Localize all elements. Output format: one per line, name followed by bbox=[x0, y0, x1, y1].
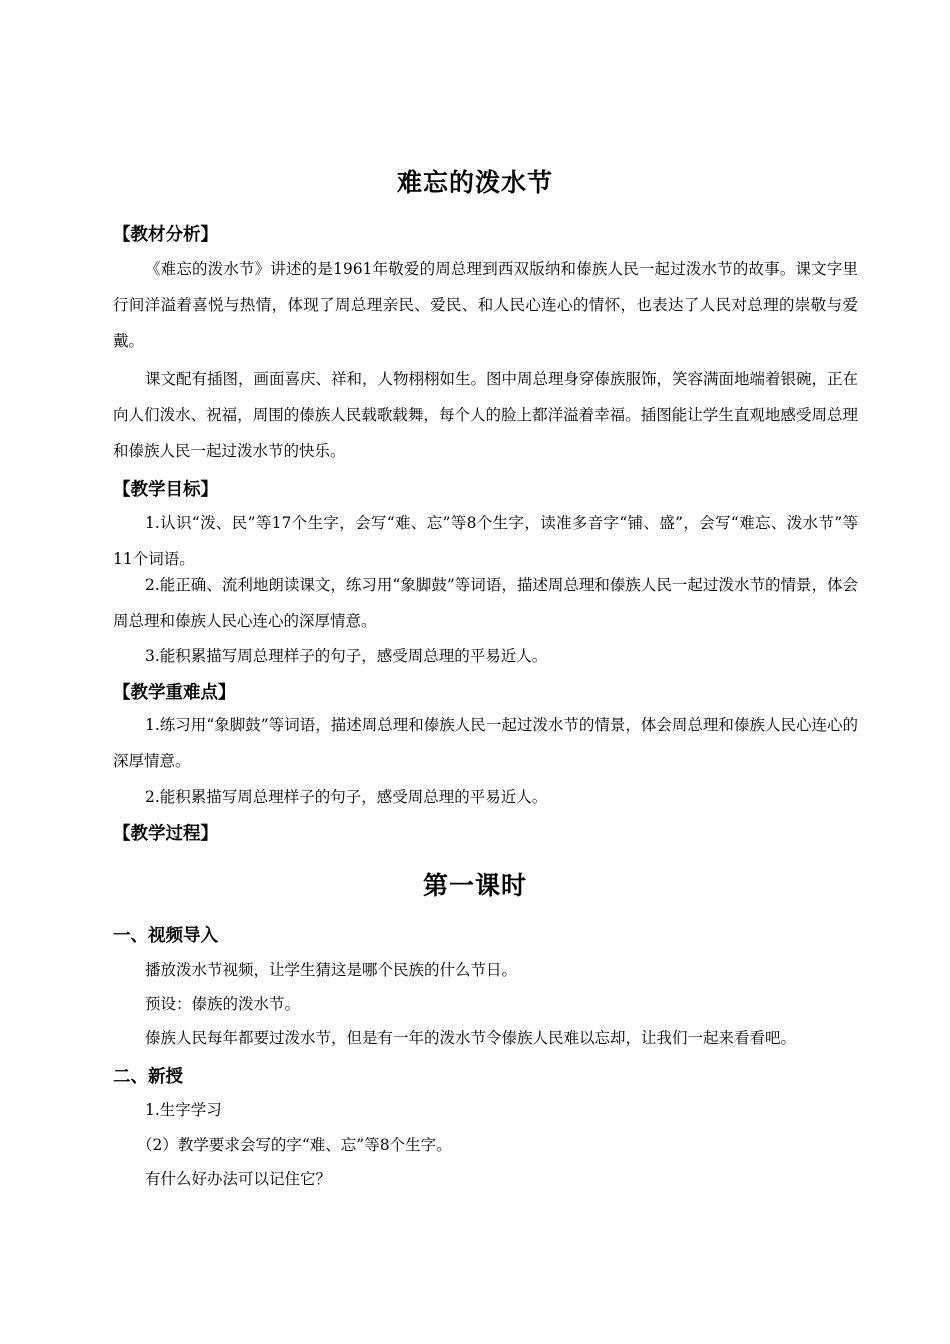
key-point-item-2: 2.能积累描写周总理样子的句子，感受周总理的平易近人。 bbox=[145, 788, 548, 806]
material-paragraph-1: 《难忘的泼水节》讲述的是1961年敬爱的周总理到西双版纳和傣族人民一起过泼水节的故事。课文字里行间洋溢着喜悦与热情，体现了周总理亲民、爱民、和人民心连心的情怀，也表达了人民对总理的崇敬与爱戴。 bbox=[113, 260, 858, 350]
goal-item-1: 1.认识“泼、民”等17个生字，会写“难、忘”等8个生字，读准多音字“铺、盛”，会写“难忘、泼水节”等11个词语。 bbox=[113, 514, 858, 568]
section-heading-key-points: 【教学重难点】 bbox=[113, 683, 236, 703]
key-point-item-1: 1.练习用“象脚鼓”等词语，描述周总理和傣族人民一起过泼水节的情景，体会周总理和傣族人民心连心的深厚情意。 bbox=[113, 716, 858, 770]
material-paragraph-2: 课文配有插图，画面喜庆、祥和，人物栩栩如生。图中周总理身穿傣族服饰，笑容满面地端着银碗，正在向人们泼水、祝福，周围的傣族人民载歌载舞，每个人的脸上都洋溢着幸福。插图能让学生直观地感受周总理和傣族人民一起过泼水节的快乐。 bbox=[113, 370, 859, 460]
section-heading-teaching-goals: 【教学目标】 bbox=[113, 480, 218, 500]
part2-line-3: 有什么好办法可以记住它？ bbox=[145, 1170, 332, 1188]
section-heading-material-analysis: 【教材分析】 bbox=[113, 225, 218, 245]
part1-heading: 一、视频导入 bbox=[113, 926, 218, 946]
lesson-title: 第一课时 bbox=[422, 871, 527, 900]
part2-line-2: （2）教学要求会写的字“难、忘”等8个生字。 bbox=[137, 1136, 452, 1154]
part2-line-1: 1.生字学习 bbox=[145, 1101, 222, 1119]
section-heading-teaching-process: 【教学过程】 bbox=[113, 824, 218, 844]
part1-line-1: 播放泼水节视频，让学生猜这是哪个民族的什么节日。 bbox=[145, 961, 518, 979]
goal-item-3: 3.能积累描写周总理样子的句子，感受周总理的平易近人。 bbox=[145, 647, 548, 665]
part2-heading: 二、新授 bbox=[113, 1067, 183, 1087]
document-title: 难忘的泼水节 bbox=[396, 168, 553, 197]
goal-item-2: 2.能正确、流利地朗读课文，练习用“象脚鼓”等词语，描述周总理和傣族人民一起过泼水节的情景，体会周总理和傣族人民心连心的深厚情意。 bbox=[113, 576, 858, 630]
part1-line-3: 傣族人民每年都要过泼水节，但是有一年的泼水节令傣族人民难以忘却，让我们一起来看看吧。 bbox=[145, 1029, 797, 1047]
part1-line-2: 预设：傣族的泼水节。 bbox=[145, 995, 301, 1013]
